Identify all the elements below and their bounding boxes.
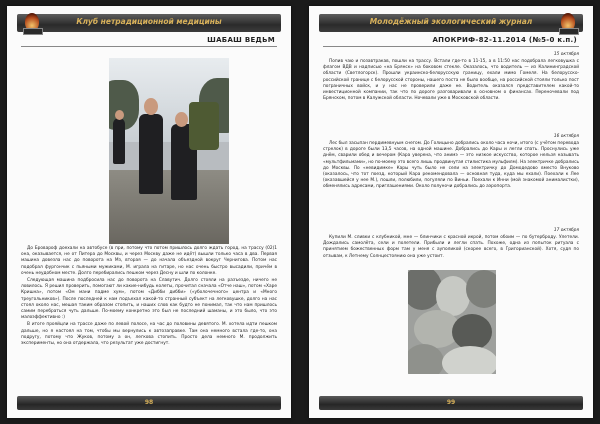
right-divider <box>323 46 579 47</box>
fire-emblem-icon <box>557 11 579 35</box>
right-section-title: АПОКРИФ-82-11.2014 (№5-0 к.п.) <box>432 36 577 44</box>
left-header-title: Клуб нетрадиционной медицины <box>76 17 222 26</box>
left-body-text <box>21 246 277 348</box>
paragraph: Лес был засыпан пердимевнуым снегом. До Голицыно добрались около часа ночи, итого (с учётом перевода стрелок) в дороге были 13,5 часов, на одной машине. Добрались до Кары и легли спать. Проснулись уже днём, сварили обед и вечером (Кара уверена, что анимэ — это низкое искусство, которое нельзя называть «мультфильмами», но по-моему это всего лишь продвинутая стилистика мульфилм). На электричке добрались до Москвы. По «невидимке» Кары чуть было не сели на электричку до Домодедово вместо Внуково (оказалось, что тот поезд, который Кара рекомендовала — основная туда, куда мы ехали). Поехали к Лее (оказавшейся у нее М.), пошли, полюбили, погуляли по Виньи. Поехали к Инни (мой знакомой анималистки), обменялись адресами, приглашениями. Около полуночи добрались до аэропорта. <box>323 141 579 190</box>
left-footer-bar <box>17 396 281 410</box>
left-section-title: ШАБАШ ВЕДЬМ <box>207 36 275 44</box>
paragraph: Купили М. сливки с клубникой, мне — блинчики с красной икрой, потом обоим — по бутерброду. Улетели. Дождались самолёта, сели и полетели. Прибыли и легли спать. Похоже, одна из попыток ритуала с принятием божественных форм там у меня с ауполикой (скорее всего, в Григорианской). Хотя, судя по отзывам, к Летнему Солнцестоянию она уже устоит. <box>323 235 579 259</box>
right-header-bar <box>319 14 583 32</box>
fire-emblem-icon <box>21 11 43 35</box>
left-header-bar <box>17 14 281 32</box>
paragraph: Попив чаю и позавтракав, пошли на трассу. Встали где-то в 11-15, а в 11:50 нас подобрала легковушка с флагом ВДВ и надписью «на Брянск» на боковом стекле. Оказалось, что водитель — из Калининградской области (Светлогорск). Прошли украинско-белорусскую границу, ехали мимо Гомеля. На белорусско-российской границе с белорусской стороны, нашего поста не было вообще, на российской стояли только пост пограничных войск, и у нас не проверили даже не. Водитель оказался представителем какой-то инвестиционной компании, так что по дороге разговаривали в основном о финансах. Переночевали под Брянском, потом в Калужской области. Ночевали уже в Московской области. <box>323 59 579 102</box>
page-number: 98 <box>144 399 154 406</box>
photo-two-men-handshake <box>109 58 229 244</box>
date-heading: 15 октября <box>553 52 579 57</box>
left-page <box>7 6 291 418</box>
right-footer-bar <box>319 396 583 410</box>
right-header-title: Молодёжный экологический журнал <box>369 17 533 26</box>
date-heading: 16 октября <box>553 134 579 139</box>
page-number: 99 <box>446 399 456 406</box>
paragraph: До Бровароф доехали на автобусе (в при, потому что потом пришлось долго ждать город, на трассу (02)1 она, оказывается, не от Питера до Москвы, и через Москву даже не идёт) вышли только часа в два. Первая машина довезла нас до поворота на Мз, вторая — до начала объездной вокруг Чернигова. Потом нас подобрал фургончик с пьяными мужиками, М. играла на гитаре, но нас очень быстро высадили, причём в очень неудобном месте. Долго перебирались пешком через Десну и шли по колонке. <box>21 246 277 276</box>
paragraph: В итоге прояйцли на трассе даже по левой полосе, на час до половины девятого. М. хотела идти пешком дальше, но я настоял на том, чтобы мы вернулись к автозаправке. Там она немного встала где-то, она подругу, потому что Жуков, потому а он, легкова стопить. Просто дела немного М. продолжить эксперименты, но она отдержала, что результат уже достигнут. <box>21 322 277 347</box>
section-text <box>323 141 579 192</box>
paragraph: Следующая машина подбросила нас до поворота на Славутич. Долго стояли на разъезде, ничего не ловилось. Я решил проверить, помогают ли какие-нибудь колеты, прочитал сначала «Отче наш», потом «Харе Кришна», потом «Ом мани падме хум», потом «Дибби дибби» («уболочечного» центра и «Много треугольников»). После последней к нам подъехал какой-то странный субъект на легковушке, долго на нас стоял около нас, мешая таким образом стопить, и наших слов как будто не понимал, так что нам пришлось самим перебраться чуть дальше. По-моему конкретно это был не последний шаманы, и это было, что это малоэффективно :) <box>21 278 277 321</box>
photo-stone-sculpture <box>408 270 496 374</box>
section-text <box>323 235 579 261</box>
left-divider <box>21 46 277 47</box>
date-heading: 17 октября <box>553 228 579 233</box>
section-text <box>323 59 579 103</box>
